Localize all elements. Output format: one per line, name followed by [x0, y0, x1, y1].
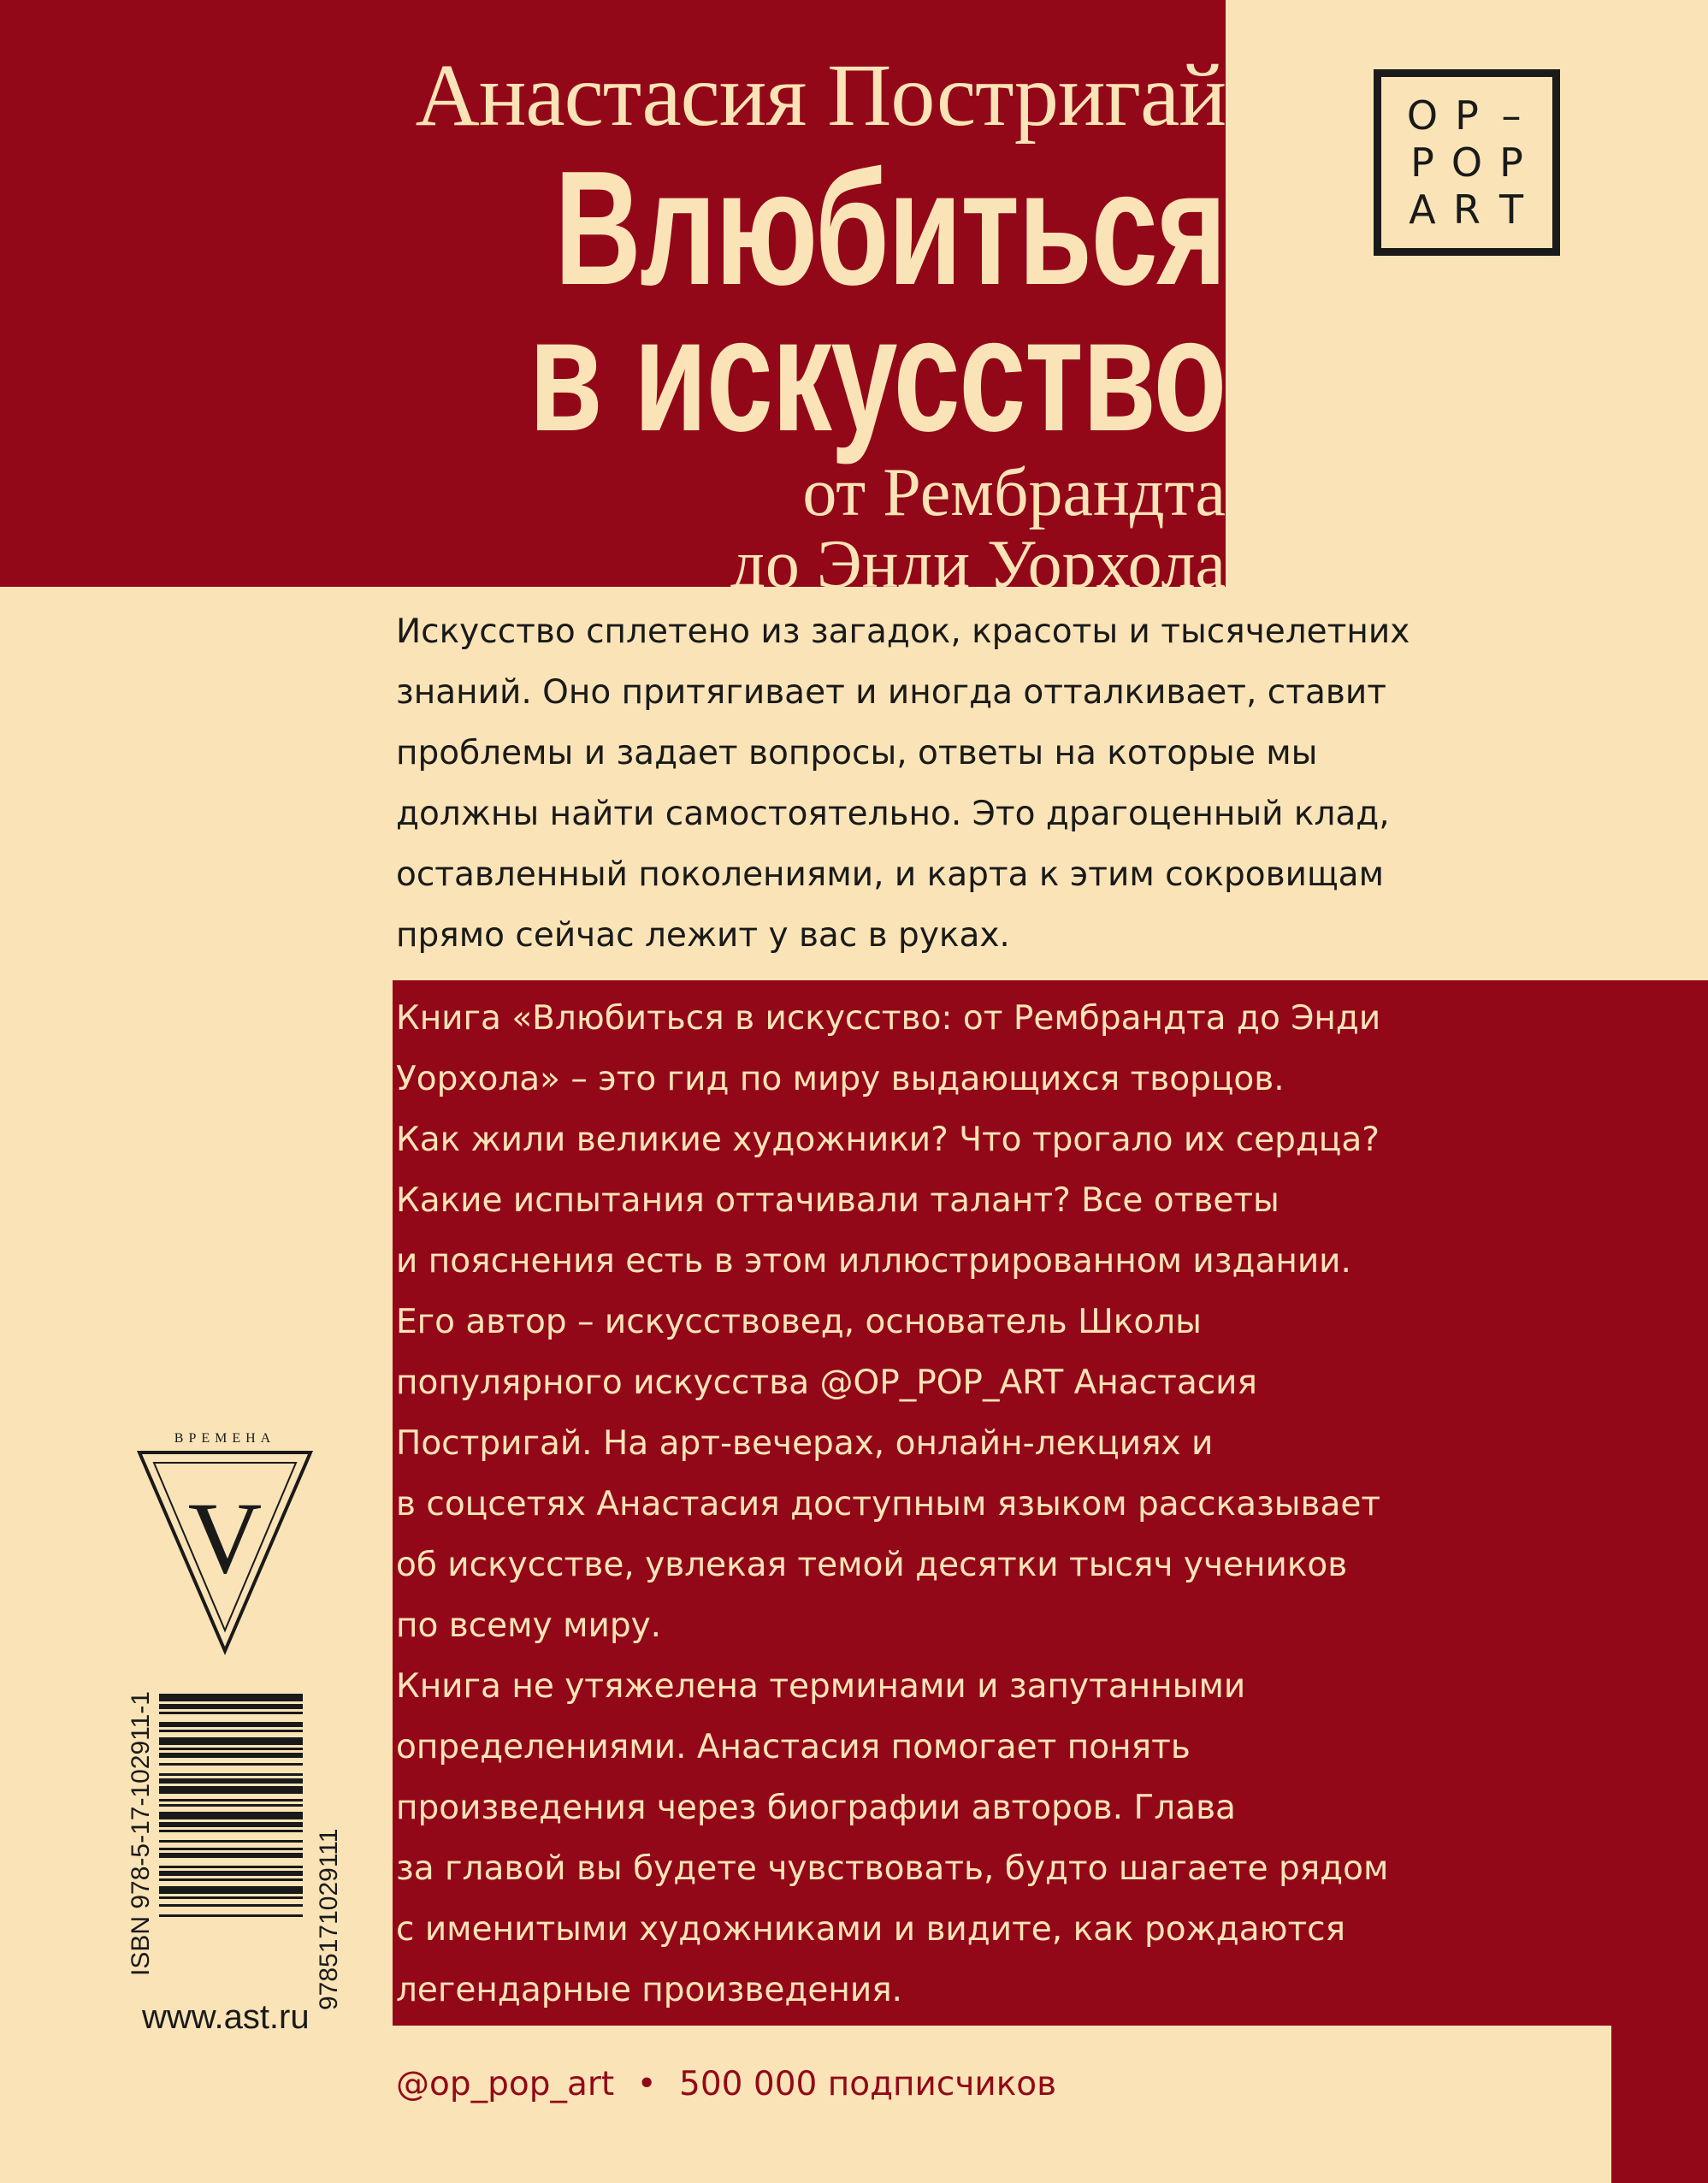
description-line: популярного искусства @OP_POP_ART Анастасия — [396, 1364, 1257, 1402]
intro-line: оставленный поколениями, и карта к этим сокровищам — [396, 855, 1384, 894]
vremena-publisher-logo — [135, 1427, 315, 1658]
description-line: Его автор – искусствовед, основатель Школы — [396, 1303, 1202, 1341]
logo-letter: O — [1451, 139, 1483, 186]
description-line: за главой вы будете чувствовать, будто шагаете рядом — [396, 1849, 1389, 1888]
author-name: Анастасия Постригай — [415, 46, 1226, 145]
barcode-bar — [159, 1730, 303, 1732]
barcode-bar — [159, 1763, 303, 1766]
intro-line: должны найти самостоятельно. Это драгоценный клад, — [396, 795, 1390, 833]
barcode-bar — [159, 1778, 303, 1784]
description-line: Книга не утяжелена терминами и запутанными — [396, 1667, 1246, 1706]
description-line: определениями. Анастасия помогает понять — [396, 1728, 1191, 1766]
subtitle-line-2: до Энди Уорхола — [730, 527, 1226, 602]
barcode-bar — [159, 1914, 303, 1917]
barcode-bar — [159, 1886, 303, 1894]
description-line: Книга «Влюбиться в искусство: от Рембрандта до Энди — [396, 999, 1381, 1038]
barcode-graphic — [118, 1685, 340, 2027]
barcode-bar — [159, 1737, 303, 1745]
description-line: Как жили великие художники? Что трогало их сердца? — [396, 1121, 1380, 1159]
logo-letter: P — [1455, 92, 1479, 139]
barcode-bar — [159, 1712, 303, 1714]
barcode-bar — [159, 1871, 303, 1876]
description-line: и пояснения есть в этом иллюстрированном издании. — [396, 1242, 1351, 1281]
logo-letter: R — [1453, 186, 1480, 233]
cover-title-area — [284, 46, 1226, 602]
barcode-bar — [159, 1722, 303, 1727]
op-pop-art-logo — [1374, 69, 1560, 256]
description-line: легендарные произведения. — [396, 1971, 903, 2009]
book-title-line-1: Влюбиться — [554, 138, 1226, 319]
book-title-line-2: в искусство — [529, 284, 1226, 465]
barcode-bar — [159, 1848, 303, 1850]
barcode-bar — [159, 1830, 303, 1832]
barcode — [118, 1685, 340, 2027]
barcode-bar — [159, 1704, 303, 1709]
description-line: Уорхола» – это гид по миру выдающихся творцов. — [396, 1060, 1285, 1098]
barcode-bar — [159, 1878, 303, 1881]
description-paragraph — [396, 988, 1388, 2020]
barcode-bar — [159, 1822, 303, 1827]
barcode-bar — [159, 1812, 303, 1819]
logo-letter: O — [1406, 92, 1439, 139]
corner-burgundy-panel — [1611, 2026, 1708, 2183]
imprint-name: ВРЕМЕНА — [174, 1431, 276, 1446]
intro-line: знаний. Оно притягивает и иногда отталкивает, ставит — [396, 673, 1386, 712]
footer-separator: • — [636, 2065, 657, 2103]
description-line: произведения через биографии авторов. Глава — [396, 1789, 1236, 1827]
logo-letter: P — [1410, 139, 1434, 186]
logo-letter: – — [1501, 92, 1522, 139]
barcode-bar — [159, 1753, 303, 1758]
description-line: с именитыми художниками и видите, как рождаются — [396, 1910, 1346, 1949]
imprint-letter: V — [187, 1481, 263, 1594]
isbn-text: ISBN 978-5-17-102911-1 — [127, 1691, 155, 1976]
intro-line: проблемы и задает вопросы, ответы на которые мы — [396, 734, 1318, 772]
follower-count: 500 000 подписчиков — [679, 2065, 1057, 2103]
intro-paragraph — [396, 601, 1410, 966]
barcode-bar — [159, 1896, 303, 1899]
logo-letter: P — [1499, 139, 1523, 186]
barcode-bar — [159, 1773, 303, 1776]
social-footer — [396, 2065, 1056, 2103]
barcode-bar — [159, 1840, 303, 1843]
description-line: Какие испытания оттачивали талант? Все ответы — [396, 1181, 1280, 1220]
barcode-bar — [159, 1804, 303, 1807]
description-line: по всему миру. — [396, 1606, 662, 1645]
barcode-bar — [159, 1866, 303, 1868]
intro-line: Искусство сплетено из загадок, красоты и тысячелетних — [396, 612, 1410, 651]
subtitle-line-1: от Рембрандта — [802, 455, 1226, 530]
barcode-bar — [159, 1853, 303, 1858]
description-line: в соцсетях Анастасия доступным языком рассказывает — [396, 1485, 1381, 1523]
barcode-bar — [159, 1786, 303, 1794]
description-line: об искусстве, увлекая темой десятки тысяч учеников — [396, 1546, 1348, 1584]
barcode-bar — [159, 1904, 303, 1907]
intro-line: прямо сейчас лежит у вас в руках. — [396, 916, 1010, 955]
barcode-bar — [159, 1694, 303, 1701]
barcode-bar — [159, 1748, 303, 1750]
description-line: Постригай. На арт-вечерах, онлайн-лекциях и — [396, 1424, 1214, 1463]
logo-letter: T — [1498, 186, 1524, 233]
social-handle: @op_pop_art — [396, 2065, 615, 2103]
logo-letter: A — [1409, 186, 1436, 233]
publisher-website: www.ast.ru — [142, 1998, 310, 2036]
barcode-bar — [159, 1799, 303, 1801]
barcode-digits: 9785171029111 — [315, 1828, 340, 2010]
